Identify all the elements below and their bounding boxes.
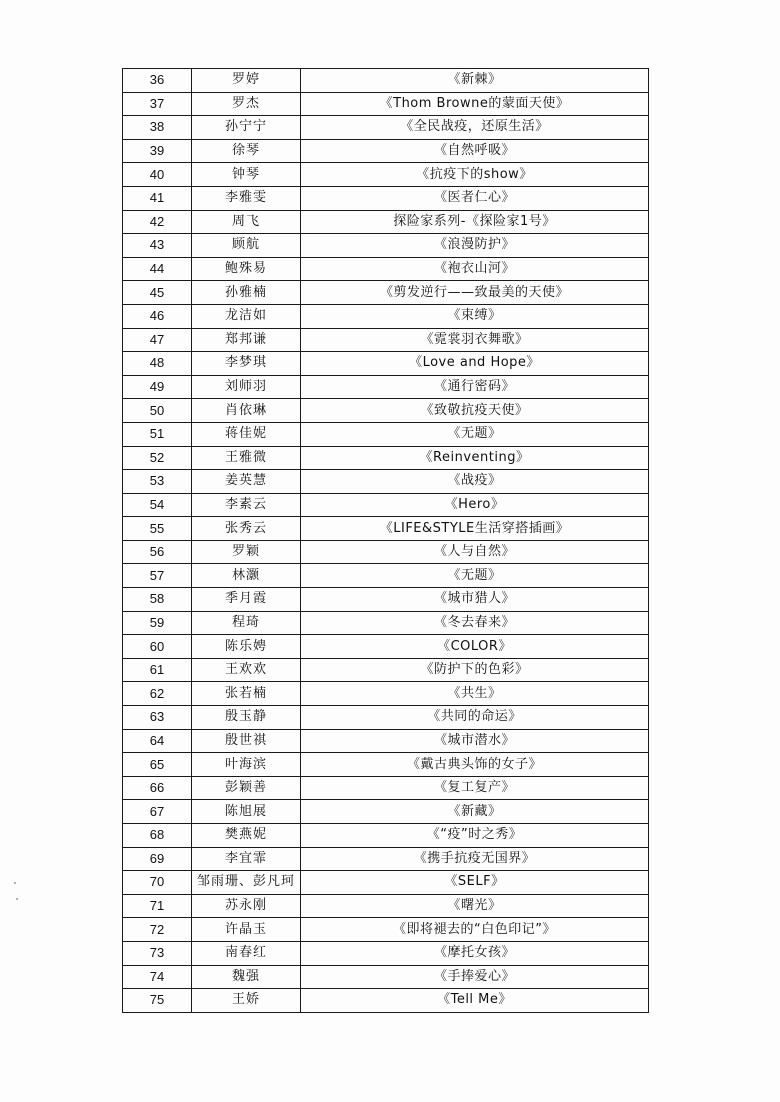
author-name: 许晶玉 — [192, 918, 301, 942]
author-name: 陈乐娉 — [192, 635, 301, 659]
table-row — [123, 493, 649, 517]
table-row — [123, 470, 649, 494]
entry-number: 38 — [123, 116, 192, 140]
author-name: 张秀云 — [192, 517, 301, 541]
table-row — [123, 328, 649, 352]
author-name: 鲍殊易 — [192, 257, 301, 281]
author-name: 苏永刚 — [192, 894, 301, 918]
author-name: 蒋佳妮 — [192, 422, 301, 446]
table-row — [123, 517, 649, 541]
work-title: 《抗疫下的show》 — [301, 163, 649, 187]
table-row — [123, 186, 649, 210]
work-title: 《共同的命运》 — [301, 706, 649, 730]
author-name: 罗杰 — [192, 92, 301, 116]
work-title: 探险家系列-《探险家1号》 — [301, 210, 649, 234]
entry-number: 44 — [123, 257, 192, 281]
entry-number: 71 — [123, 894, 192, 918]
author-name: 张若楠 — [192, 682, 301, 706]
entry-number: 54 — [123, 493, 192, 517]
author-name: 魏强 — [192, 965, 301, 989]
author-name: 周飞 — [192, 210, 301, 234]
entry-number: 65 — [123, 753, 192, 777]
work-title: 《浪漫防护》 — [301, 234, 649, 258]
author-name: 陈旭展 — [192, 800, 301, 824]
entry-number: 37 — [123, 92, 192, 116]
author-name: 南春红 — [192, 941, 301, 965]
author-name: 李梦琪 — [192, 352, 301, 376]
work-title: 《致敬抗疫天使》 — [301, 399, 649, 423]
entry-number: 53 — [123, 470, 192, 494]
entry-number: 41 — [123, 186, 192, 210]
work-title: 《全民战疫，还原生活》 — [301, 116, 649, 140]
entry-number: 68 — [123, 824, 192, 848]
entry-table-body — [123, 69, 649, 1013]
work-title: 《战疫》 — [301, 470, 649, 494]
work-title: 《COLOR》 — [301, 635, 649, 659]
work-title: 《LIFE&STYLE生活穿搭插画》 — [301, 517, 649, 541]
table-row — [123, 116, 649, 140]
work-title: 《SELF》 — [301, 871, 649, 895]
table-row — [123, 894, 649, 918]
entry-number: 48 — [123, 352, 192, 376]
entry-number: 43 — [123, 234, 192, 258]
work-title: 《霓裳羽衣舞歌》 — [301, 328, 649, 352]
table-row — [123, 399, 649, 423]
author-name: 王欢欢 — [192, 658, 301, 682]
author-name: 刘师羽 — [192, 375, 301, 399]
author-name: 樊燕妮 — [192, 824, 301, 848]
entry-number: 56 — [123, 540, 192, 564]
table-row — [123, 753, 649, 777]
author-name: 龙洁如 — [192, 304, 301, 328]
entry-number: 50 — [123, 399, 192, 423]
author-name: 罗婷 — [192, 69, 301, 93]
work-title: 《Hero》 — [301, 493, 649, 517]
work-title: 《Reinventing》 — [301, 446, 649, 470]
author-name: 郑邦谦 — [192, 328, 301, 352]
work-title: 《无题》 — [301, 422, 649, 446]
table-row — [123, 941, 649, 965]
author-name: 徐琴 — [192, 139, 301, 163]
table-row — [123, 871, 649, 895]
entry-number: 57 — [123, 564, 192, 588]
entry-number: 73 — [123, 941, 192, 965]
work-title: 《新棘》 — [301, 69, 649, 93]
table-row — [123, 257, 649, 281]
table-row — [123, 304, 649, 328]
entry-number: 67 — [123, 800, 192, 824]
work-title: 《冬去春来》 — [301, 611, 649, 635]
entry-number: 66 — [123, 776, 192, 800]
entry-number: 42 — [123, 210, 192, 234]
table-row — [123, 446, 649, 470]
author-name: 姜英慧 — [192, 470, 301, 494]
entry-number: 49 — [123, 375, 192, 399]
work-title: 《Thom Browne的蒙面天使》 — [301, 92, 649, 116]
table-row — [123, 658, 649, 682]
author-name: 王雅微 — [192, 446, 301, 470]
table-row — [123, 92, 649, 116]
table-row — [123, 210, 649, 234]
author-name: 王娇 — [192, 989, 301, 1013]
table-row — [123, 800, 649, 824]
table-row — [123, 375, 649, 399]
work-title: 《城市猎人》 — [301, 588, 649, 612]
table-row — [123, 729, 649, 753]
author-name: 殷世祺 — [192, 729, 301, 753]
work-title: 《共生》 — [301, 682, 649, 706]
work-title: 《Tell Me》 — [301, 989, 649, 1013]
table-row — [123, 352, 649, 376]
table-row — [123, 635, 649, 659]
work-title: 《袍衣山河》 — [301, 257, 649, 281]
author-name: 殷玉静 — [192, 706, 301, 730]
author-name: 李素云 — [192, 493, 301, 517]
table-row — [123, 918, 649, 942]
entry-number: 64 — [123, 729, 192, 753]
author-name: 李宜霏 — [192, 847, 301, 871]
work-title: 《复工复产》 — [301, 776, 649, 800]
scan-speck — [14, 882, 16, 884]
entry-number: 72 — [123, 918, 192, 942]
table-row — [123, 163, 649, 187]
entry-number: 61 — [123, 658, 192, 682]
work-title: 《手捧爱心》 — [301, 965, 649, 989]
author-name: 肖依琳 — [192, 399, 301, 423]
entry-number: 51 — [123, 422, 192, 446]
work-title: 《自然呼吸》 — [301, 139, 649, 163]
work-title: 《剪发逆行——致最美的天使》 — [301, 281, 649, 305]
author-name: 顾航 — [192, 234, 301, 258]
author-name: 林灏 — [192, 564, 301, 588]
author-name: 罗颖 — [192, 540, 301, 564]
table-row — [123, 847, 649, 871]
entry-number: 58 — [123, 588, 192, 612]
table-row — [123, 989, 649, 1013]
table-row — [123, 234, 649, 258]
entry-number: 75 — [123, 989, 192, 1013]
entry-table — [122, 68, 649, 1013]
entry-number: 62 — [123, 682, 192, 706]
work-title: 《曙光》 — [301, 894, 649, 918]
author-name: 李雅雯 — [192, 186, 301, 210]
table-row — [123, 139, 649, 163]
entry-number: 36 — [123, 69, 192, 93]
author-name: 程琦 — [192, 611, 301, 635]
entry-number: 59 — [123, 611, 192, 635]
entry-number: 60 — [123, 635, 192, 659]
table-row — [123, 824, 649, 848]
author-name: 彭颖善 — [192, 776, 301, 800]
work-title: 《束缚》 — [301, 304, 649, 328]
entry-number: 74 — [123, 965, 192, 989]
entry-number: 52 — [123, 446, 192, 470]
entry-number: 69 — [123, 847, 192, 871]
table-row — [123, 611, 649, 635]
work-title: 《戴古典头饰的女子》 — [301, 753, 649, 777]
work-title: 《无题》 — [301, 564, 649, 588]
scan-speck — [16, 898, 18, 900]
entry-number: 46 — [123, 304, 192, 328]
author-name: 孙宁宁 — [192, 116, 301, 140]
work-title: 《携手抗疫无国界》 — [301, 847, 649, 871]
entry-number: 63 — [123, 706, 192, 730]
entry-number: 55 — [123, 517, 192, 541]
table-row — [123, 682, 649, 706]
author-name: 叶海滨 — [192, 753, 301, 777]
table-row — [123, 69, 649, 93]
work-title: 《即将褪去的“白色印记”》 — [301, 918, 649, 942]
work-title: 《新藏》 — [301, 800, 649, 824]
table-row — [123, 588, 649, 612]
table-row — [123, 965, 649, 989]
entry-number: 70 — [123, 871, 192, 895]
table-row — [123, 422, 649, 446]
work-title: 《防护下的色彩》 — [301, 658, 649, 682]
table-row — [123, 540, 649, 564]
entry-number: 47 — [123, 328, 192, 352]
table-row — [123, 776, 649, 800]
work-title: 《通行密码》 — [301, 375, 649, 399]
entry-number: 45 — [123, 281, 192, 305]
entry-number: 39 — [123, 139, 192, 163]
work-title: 《摩托女孩》 — [301, 941, 649, 965]
table-row — [123, 564, 649, 588]
author-name: 孙雅楠 — [192, 281, 301, 305]
work-title: 《Love and Hope》 — [301, 352, 649, 376]
table-row — [123, 706, 649, 730]
work-title: 《城市潜水》 — [301, 729, 649, 753]
author-name: 邹雨珊、彭凡珂 — [192, 871, 301, 895]
table-row — [123, 281, 649, 305]
author-name: 季月霞 — [192, 588, 301, 612]
work-title: 《人与自然》 — [301, 540, 649, 564]
author-name: 钟琴 — [192, 163, 301, 187]
entry-number: 40 — [123, 163, 192, 187]
work-title: 《“疫”时之秀》 — [301, 824, 649, 848]
work-title: 《医者仁心》 — [301, 186, 649, 210]
